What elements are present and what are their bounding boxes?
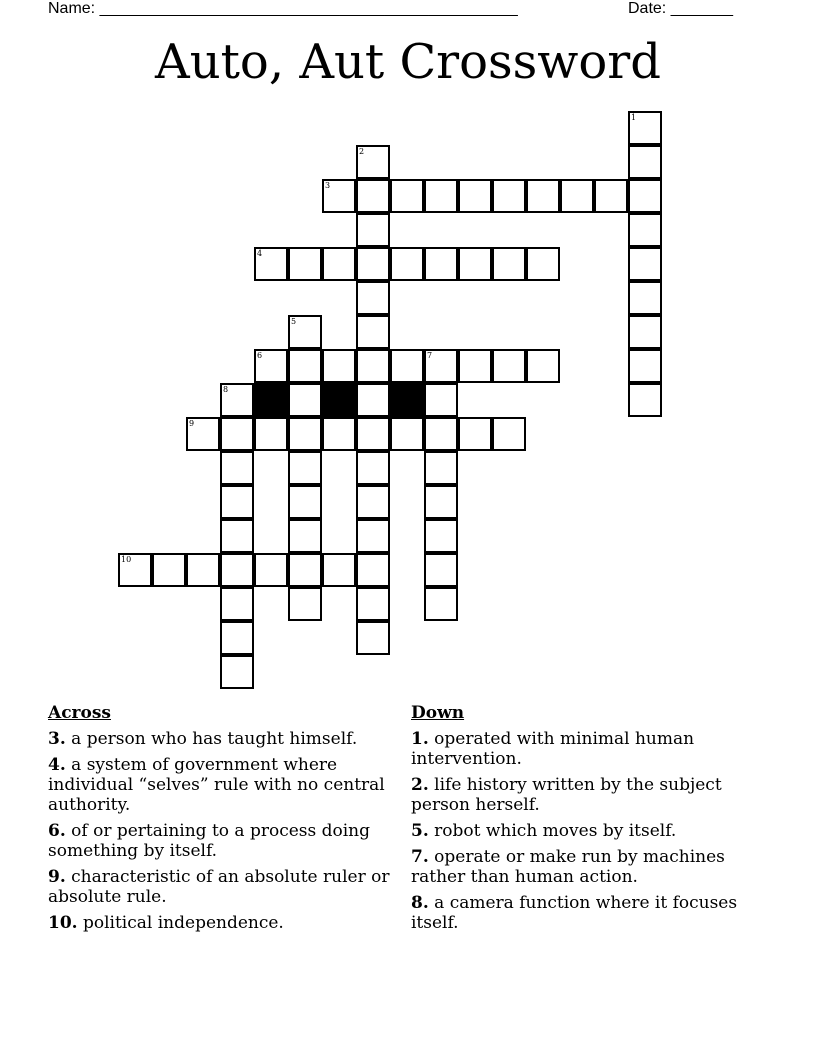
- down-clue: [411, 775, 756, 815]
- crossword-cell[interactable]: [254, 349, 288, 383]
- cell-number: 9: [189, 419, 195, 428]
- crossword-cell[interactable]: [492, 417, 526, 451]
- crossword-cell[interactable]: [458, 247, 492, 281]
- crossword-cell[interactable]: [424, 519, 458, 553]
- clue-number: 2.: [411, 775, 429, 795]
- crossword-cell[interactable]: [288, 349, 322, 383]
- crossword-cell[interactable]: [220, 485, 254, 519]
- crossword-cell[interactable]: [288, 587, 322, 621]
- crossword-cell[interactable]: [492, 179, 526, 213]
- crossword-cell[interactable]: [458, 349, 492, 383]
- across-heading: Across: [48, 703, 111, 723]
- crossword-cell[interactable]: [254, 553, 288, 587]
- crossword-cell[interactable]: [390, 247, 424, 281]
- crossword-cell[interactable]: [390, 349, 424, 383]
- clue-number: 3.: [48, 729, 66, 749]
- crossword-cell[interactable]: [424, 247, 458, 281]
- crossword-cell[interactable]: [322, 247, 356, 281]
- crossword-cell[interactable]: [356, 519, 390, 553]
- crossword-cell[interactable]: [220, 519, 254, 553]
- crossword-cell[interactable]: [628, 213, 662, 247]
- crossword-cell[interactable]: [356, 587, 390, 621]
- crossword-cell[interactable]: [458, 179, 492, 213]
- crossword-cell[interactable]: [628, 111, 662, 145]
- crossword-cell[interactable]: [424, 451, 458, 485]
- crossword-cell[interactable]: [356, 281, 390, 315]
- crossword-cell[interactable]: [356, 213, 390, 247]
- clue-number: 7.: [411, 847, 429, 867]
- crossword-cell[interactable]: [220, 587, 254, 621]
- crossword-cell[interactable]: [322, 553, 356, 587]
- black-cell: [390, 383, 424, 417]
- cell-number: 10: [121, 555, 132, 564]
- across-clue: [48, 867, 393, 907]
- crossword-cell[interactable]: [458, 417, 492, 451]
- crossword-cell[interactable]: [356, 417, 390, 451]
- crossword-cell[interactable]: [220, 417, 254, 451]
- crossword-cell[interactable]: [356, 247, 390, 281]
- crossword-cell[interactable]: [526, 349, 560, 383]
- across-clue: [48, 729, 393, 749]
- crossword-cell[interactable]: [220, 655, 254, 689]
- crossword-cell[interactable]: [186, 417, 220, 451]
- cell-number: 2: [359, 147, 365, 156]
- cell-number: 5: [291, 317, 297, 326]
- crossword-cell[interactable]: [424, 485, 458, 519]
- crossword-cell[interactable]: [492, 247, 526, 281]
- crossword-cell[interactable]: [288, 247, 322, 281]
- crossword-cell[interactable]: [152, 553, 186, 587]
- crossword-cell[interactable]: [628, 315, 662, 349]
- clue-number: 1.: [411, 729, 429, 749]
- clue-number: 10.: [48, 913, 78, 933]
- crossword-cell[interactable]: [288, 451, 322, 485]
- crossword-cell[interactable]: [322, 349, 356, 383]
- crossword-cell[interactable]: [390, 417, 424, 451]
- across-clue: [48, 913, 393, 933]
- clue-text: characteristic of an absolute ruler or absolute rule.: [48, 867, 390, 907]
- crossword-cell[interactable]: [220, 451, 254, 485]
- crossword-cell[interactable]: [356, 315, 390, 349]
- crossword-cell[interactable]: [628, 349, 662, 383]
- crossword-cell[interactable]: [220, 383, 254, 417]
- clue-number: 4.: [48, 755, 66, 775]
- crossword-cell[interactable]: [492, 349, 526, 383]
- crossword-cell[interactable]: [288, 417, 322, 451]
- clue-text: political independence.: [82, 913, 284, 933]
- black-cell: [254, 383, 288, 417]
- clue-number: 8.: [411, 893, 429, 913]
- clue-text: operated with minimal human intervention.: [411, 729, 695, 769]
- crossword-cell[interactable]: [220, 553, 254, 587]
- crossword-cell[interactable]: [628, 281, 662, 315]
- clue-text: life history written by the subject person herself.: [411, 775, 722, 815]
- crossword-cell[interactable]: [288, 315, 322, 349]
- crossword-cell[interactable]: [356, 145, 390, 179]
- clue-text: a camera function where it focuses itself.: [411, 893, 738, 933]
- crossword-cell[interactable]: [322, 417, 356, 451]
- crossword-cell[interactable]: [628, 383, 662, 417]
- clue-number: 5.: [411, 821, 429, 841]
- crossword-cell[interactable]: [424, 553, 458, 587]
- crossword-cell[interactable]: [254, 247, 288, 281]
- down-clues: [411, 703, 756, 939]
- cell-number: 8: [223, 385, 229, 394]
- across-clue: [48, 755, 393, 815]
- crossword-cell[interactable]: [356, 553, 390, 587]
- name-label: Name: _______________________________________________: [48, 0, 518, 17]
- crossword-cell[interactable]: [118, 553, 152, 587]
- crossword-cell[interactable]: [424, 383, 458, 417]
- crossword-cell[interactable]: [526, 179, 560, 213]
- crossword-cell[interactable]: [424, 587, 458, 621]
- cell-number: 3: [325, 181, 331, 190]
- page-title: Auto, Aut Crossword: [155, 34, 661, 90]
- down-clue: [411, 847, 756, 887]
- crossword-cell[interactable]: [424, 349, 458, 383]
- crossword-cell[interactable]: [356, 383, 390, 417]
- crossword-cell[interactable]: [424, 417, 458, 451]
- crossword-cell[interactable]: [560, 179, 594, 213]
- clue-number: 9.: [48, 867, 66, 887]
- crossword-cell[interactable]: [390, 179, 424, 213]
- clue-text: a system of government where individual “selves” rule with no central authority.: [48, 755, 385, 815]
- crossword-cell[interactable]: [594, 179, 628, 213]
- down-clue: [411, 893, 756, 933]
- crossword-cell[interactable]: [356, 485, 390, 519]
- crossword-cell[interactable]: [254, 417, 288, 451]
- down-clue: [411, 729, 756, 769]
- crossword-cell[interactable]: [526, 247, 560, 281]
- clue-number: 6.: [48, 821, 66, 841]
- crossword-cell[interactable]: [186, 553, 220, 587]
- crossword-cell[interactable]: [288, 485, 322, 519]
- crossword-cell[interactable]: [288, 519, 322, 553]
- crossword-cell[interactable]: [424, 179, 458, 213]
- crossword-cell[interactable]: [220, 621, 254, 655]
- black-cell: [322, 383, 356, 417]
- cell-number: 1: [631, 113, 637, 122]
- crossword-cell[interactable]: [628, 145, 662, 179]
- crossword-cell[interactable]: [356, 349, 390, 383]
- crossword-cell[interactable]: [628, 247, 662, 281]
- crossword-cell[interactable]: [628, 179, 662, 213]
- date-label: Date: _______: [628, 0, 733, 17]
- clue-text: operate or make run by machines rather than human action.: [411, 847, 725, 887]
- across-clues: [48, 703, 393, 939]
- crossword-cell[interactable]: [356, 179, 390, 213]
- cell-number: 4: [257, 249, 263, 258]
- crossword-cell[interactable]: [288, 383, 322, 417]
- clue-text: of or pertaining to a process doing something by itself.: [48, 821, 371, 861]
- down-heading: Down: [411, 703, 465, 723]
- crossword-cell[interactable]: [356, 621, 390, 655]
- crossword-cell[interactable]: [356, 451, 390, 485]
- clue-text: a person who has taught himself.: [71, 729, 358, 749]
- crossword-cell[interactable]: [288, 553, 322, 587]
- cell-number: 6: [257, 351, 263, 360]
- cell-number: 7: [427, 351, 433, 360]
- clue-text: robot which moves by itself.: [434, 821, 677, 841]
- across-clue: [48, 821, 393, 861]
- crossword-cell[interactable]: [322, 179, 356, 213]
- down-clue: [411, 821, 756, 841]
